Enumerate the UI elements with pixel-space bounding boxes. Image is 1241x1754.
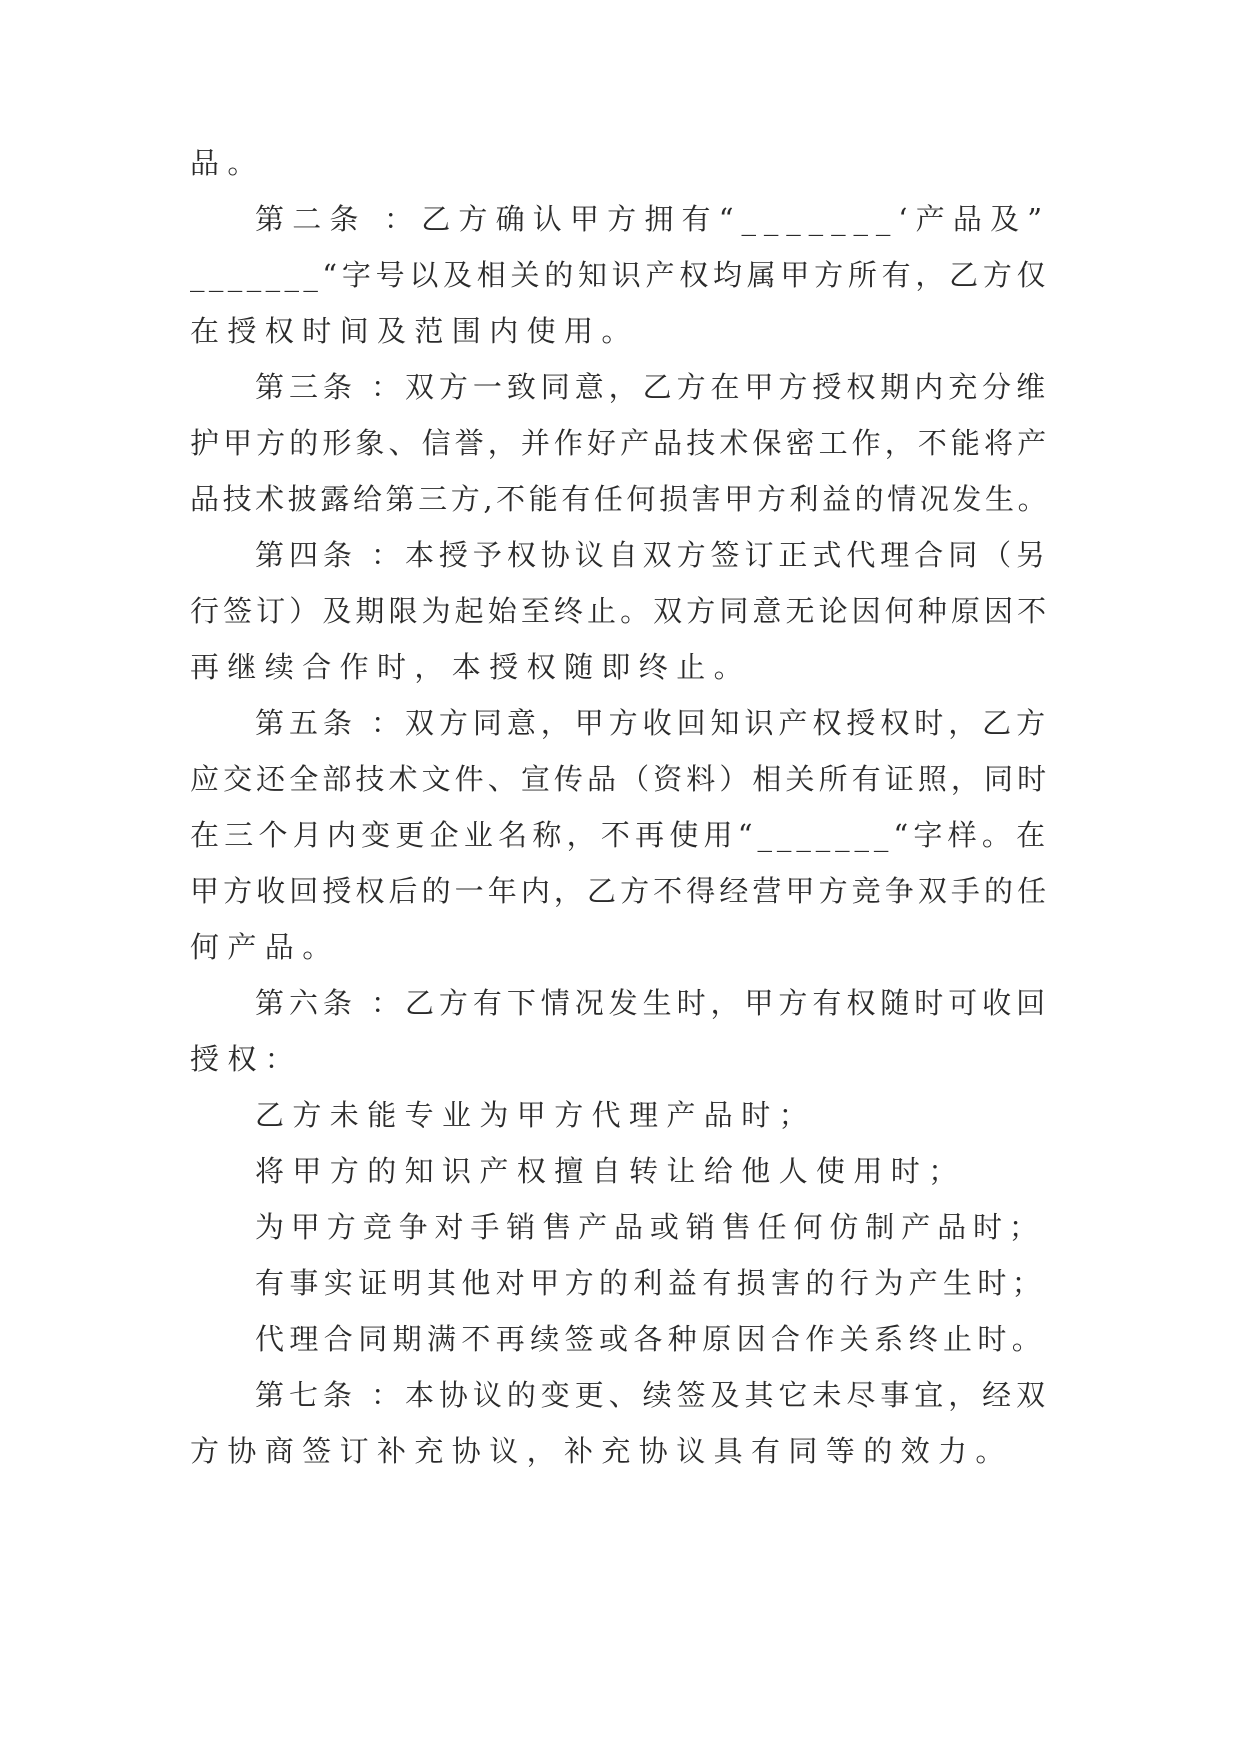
text-line: 甲方收回授权后的一年内，乙方不得经营甲方竞争双手的任 <box>190 874 1050 908</box>
list-item: 有事实证明其他对甲方的利益有损害的行为产生时； <box>255 1266 1047 1300</box>
article-7-line: 第七条 ：本协议的变更、续签及其它未尽事宜，经双 <box>255 1378 1050 1412</box>
text-line: 品。 <box>190 146 265 180</box>
list-item: 将甲方的知识产权擅自转让给他人使用时； <box>255 1154 966 1188</box>
text-line: 在授权时间及范围内使用。 <box>190 314 639 348</box>
article-5-line: 第五条 ：双方同意，甲方收回知识产权授权时，乙方 <box>255 706 1050 740</box>
list-item: 乙方未能专业为甲方代理产品时； <box>255 1098 817 1132</box>
article-2-line: 第二条 ：乙方确认甲方拥有“_______‘产品及” <box>255 202 1050 236</box>
article-4-line: 第四条 ：本授予权协议自双方签订正式代理合同（另 <box>255 538 1050 572</box>
article-3-line: 第三条 ：双方一致同意，乙方在甲方授权期内充分维 <box>255 370 1050 404</box>
text-line: 护甲方的形象、信誉，并作好产品技术保密工作，不能将产 <box>190 426 1050 460</box>
text-line: 品技术披露给第三方,不能有任何损害甲方利益的情况发生。 <box>190 482 1050 516</box>
list-item: 为甲方竞争对手销售产品或销售任何仿制产品时； <box>255 1210 1045 1244</box>
text-line: 何产品。 <box>190 930 340 964</box>
text-line: 方协商签订补充协议，补充协议具有同等的效力。 <box>190 1434 1013 1468</box>
text-line: _______“字号以及相关的知识产权均属甲方所有，乙方仅 <box>190 258 1050 292</box>
text-line: 授权： <box>190 1042 303 1076</box>
text-line: 行签订）及期限为起始至终止。双方同意无论因何种原因不 <box>190 594 1050 628</box>
text-line: 在三个月内变更企业名称，不再使用“_______“字样。在 <box>190 818 1050 852</box>
text-line: 应交还全部技术文件、宣传品（资料）相关所有证照，同时 <box>190 762 1050 796</box>
text-line: 再继续合作时，本授权随即终止。 <box>190 650 752 684</box>
list-item: 代理合同期满不再续签或各种原因合作关系终止时。 <box>255 1322 1047 1356</box>
article-6-line: 第六条 ：乙方有下情况发生时，甲方有权随时可收回 <box>255 986 1050 1020</box>
